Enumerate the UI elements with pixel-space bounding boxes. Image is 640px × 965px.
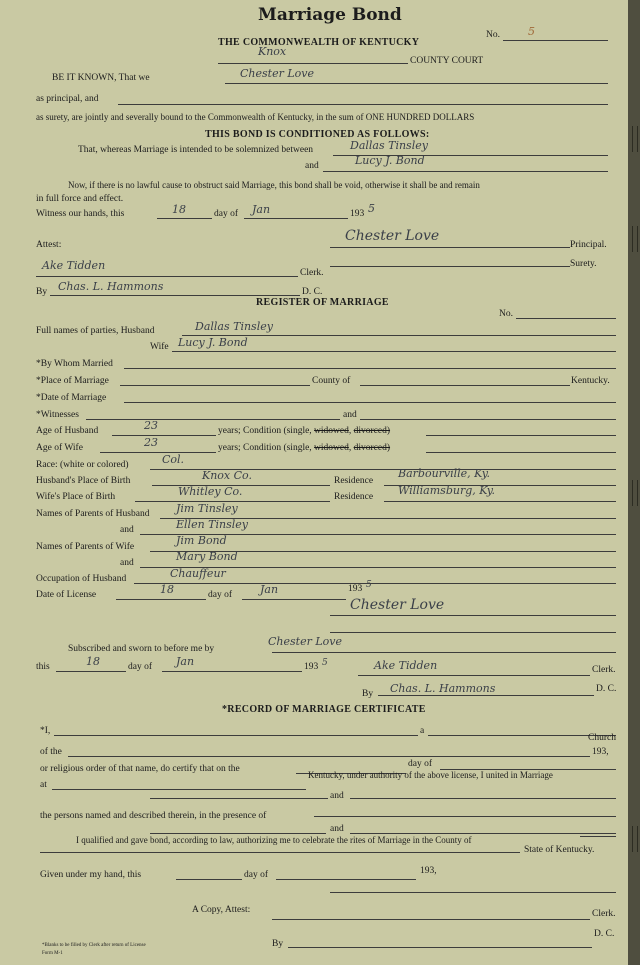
cert-kentucky-auth: Kentucky, under authority of the above license, I united in Marriage (308, 770, 553, 780)
husband-residence-label: Residence (334, 476, 374, 486)
parents-husband-and: and (120, 525, 134, 535)
witness-text: Witness our hands, this (36, 209, 125, 219)
age-husband-label: Age of Husband (36, 426, 99, 436)
conditioned-heading: THIS BOND IS CONDITIONED AS FOLLOWS: (205, 129, 430, 140)
license-year-digit: 5 (366, 580, 372, 590)
sworn-day: 18 (86, 655, 100, 668)
witness-year-digit: 5 (368, 202, 375, 215)
applicant-signature: Chester Love (350, 597, 445, 613)
principal-label: Principal. (570, 240, 607, 250)
occupation-value: Chauffeur (170, 567, 226, 580)
attest-label: Attest: (36, 240, 62, 250)
parents-wife-2: Mary Bond (176, 550, 238, 563)
cert-church: Church (588, 733, 616, 743)
license-day: 18 (160, 583, 174, 596)
and-label: and (305, 161, 319, 171)
cert-i: *I, (40, 726, 51, 736)
witnesses-label: *Witnesses (36, 410, 79, 420)
county-court-label: COUNTY COURT (410, 56, 484, 66)
cert-of-the: of the (40, 747, 62, 757)
cert-at: at (40, 780, 47, 790)
groom-name: Dallas Tinsley (350, 139, 428, 152)
register-no-label: No. (499, 309, 513, 319)
whereas-text: That, whereas Marriage is intended to be solemnized between (78, 145, 314, 155)
age-wife-label: Age of Wife (36, 443, 83, 453)
witness-year: 193 (350, 209, 365, 219)
bond-no-label: No. (486, 30, 500, 40)
wife-name: Lucy J. Bond (178, 336, 248, 349)
license-day-of: day of (208, 590, 233, 600)
cert-given-year: 193, (420, 866, 437, 876)
wife-residence-label: Residence (334, 492, 374, 502)
as-principal: as principal, and (36, 94, 99, 104)
full-names-label: Full names of parties, Husband (36, 326, 155, 336)
witnesses-and: and (343, 410, 357, 420)
subscribed-name: Chester Love (268, 635, 342, 648)
sworn-by-label: By (362, 689, 374, 699)
sworn-dc-label: D. C. (596, 684, 617, 694)
cert-dc-label: D. C. (594, 929, 615, 939)
footnote-blanks: *Blanks to be filled by Clerk after return of License (42, 943, 146, 948)
commonwealth-heading: THE COMMONWEALTH OF KENTUCKY (218, 37, 420, 48)
sworn-day-of: day of (128, 662, 153, 672)
husband-birth-value: Knox Co. (202, 469, 252, 482)
now-if-text: Now, if there is no lawful cause to obstruct said Marriage, this bond shall be void, otherwise it shall be and remain (68, 180, 480, 190)
binding-edge (628, 0, 640, 965)
cert-copy-attest: A Copy, Attest: (192, 905, 251, 915)
sworn-clerk-label: Clerk. (592, 665, 616, 675)
bride-name: Lucy J. Bond (355, 154, 425, 167)
county-value: Knox (258, 45, 287, 58)
full-force-text: in full force and effect. (36, 194, 124, 204)
cert-qualified: I qualified and gave bond, according to law, authorizing me to celebrate the rites of Marriage in the County of (76, 835, 472, 845)
surety-label: Surety. (570, 259, 597, 269)
wife-label: Wife (150, 342, 169, 352)
age-husband-value: 23 (144, 419, 158, 432)
sworn-year-digit: 5 (322, 658, 328, 668)
cert-given-day-of: day of (244, 870, 269, 880)
kentucky-label: Kentucky. (571, 376, 610, 386)
sworn-clerk-signature: Ake Tidden (374, 659, 438, 672)
binding-ring-1 (632, 126, 638, 152)
age-wife-condition: years; Condition (single, widowed, divorced) (218, 443, 391, 453)
bond-no-value: 5 (528, 25, 535, 38)
parents-husband-1: Jim Tinsley (176, 502, 238, 515)
cert-year: 193, (592, 747, 609, 757)
binding-ring-2 (632, 226, 638, 252)
occupation-label: Occupation of Husband (36, 574, 127, 584)
parents-wife-and: and (120, 558, 134, 568)
cert-clerk-label: Clerk. (592, 909, 616, 919)
date-of-marriage-label: *Date of Marriage (36, 393, 107, 403)
subscribed-text: Subscribed and sworn to before me by (68, 644, 215, 654)
surety-text: as surety, are jointly and severally bound to the Commonwealth of Kentucky, in the sum of ONE HUNDRED DOLLARS (36, 112, 475, 122)
cert-given: Given under my hand, this (40, 870, 142, 880)
cert-state: State of Kentucky. (524, 845, 595, 855)
sworn-year: 193 (304, 662, 319, 672)
race-label: Race: (white or colored) (36, 460, 129, 470)
county-of-label: County of (312, 376, 351, 386)
parents-husband-label: Names of Parents of Husband (36, 509, 150, 519)
age-wife-value: 23 (144, 436, 158, 449)
husband-residence: Barbourville, Ky. (398, 467, 490, 480)
age-husband-condition: years; Condition (single, widowed, divorced) (218, 426, 391, 436)
wife-residence: Williamsburg, Ky. (398, 484, 496, 497)
binding-ring-3 (632, 480, 638, 506)
binding-ring-4 (632, 826, 638, 852)
be-it-known: BE IT KNOWN, That we (52, 73, 150, 83)
cert-persons: the persons named and described therein, in the presence of (40, 811, 267, 821)
cert-and-1: and (330, 791, 344, 801)
by-whom-label: *By Whom Married (36, 359, 113, 369)
license-month: Jan (260, 583, 279, 596)
date-license-label: Date of License (36, 590, 97, 600)
principal-name: Chester Love (240, 67, 314, 80)
witness-day-of: day of (214, 209, 239, 219)
sworn-month: Jan (176, 655, 195, 668)
witness-day: 18 (172, 203, 186, 216)
principal-signature: Chester Love (345, 228, 440, 244)
register-heading: REGISTER OF MARRIAGE (256, 297, 389, 308)
clerk-label: Clerk. (300, 268, 324, 278)
form-title: Marriage Bond (258, 5, 402, 25)
husband-birth-label: Husband's Place of Birth (36, 476, 131, 486)
dc-label: D. C. (302, 287, 323, 297)
cert-and-2: and (330, 824, 344, 834)
by-label: By (36, 287, 48, 297)
cert-religious: or religious order of that name, do certify that on the (40, 764, 240, 774)
witness-month: Jan (252, 203, 271, 216)
footnote-form: Form M-1 (42, 951, 63, 956)
license-year: 193 (348, 584, 363, 594)
sworn-this: this (36, 662, 50, 672)
cert-day-of: day of (408, 759, 433, 769)
wife-birth-value: Whitley Co. (178, 485, 243, 498)
sworn-deputy-signature: Chas. L. Hammons (390, 682, 496, 695)
race-value: Col. (162, 453, 185, 466)
clerk-signature: Ake Tidden (42, 259, 106, 272)
cert-by-label: By (272, 939, 284, 949)
place-label: *Place of Marriage (36, 376, 109, 386)
certificate-heading: *RECORD OF MARRIAGE CERTIFICATE (222, 704, 426, 715)
husband-name: Dallas Tinsley (195, 320, 273, 333)
wife-birth-label: Wife's Place of Birth (36, 492, 116, 502)
parents-husband-2: Ellen Tinsley (176, 518, 248, 531)
cert-a: a (420, 726, 425, 736)
deputy-signature: Chas. L. Hammons (58, 280, 164, 293)
parents-wife-1: Jim Bond (176, 534, 227, 547)
parents-wife-label: Names of Parents of Wife (36, 542, 135, 552)
